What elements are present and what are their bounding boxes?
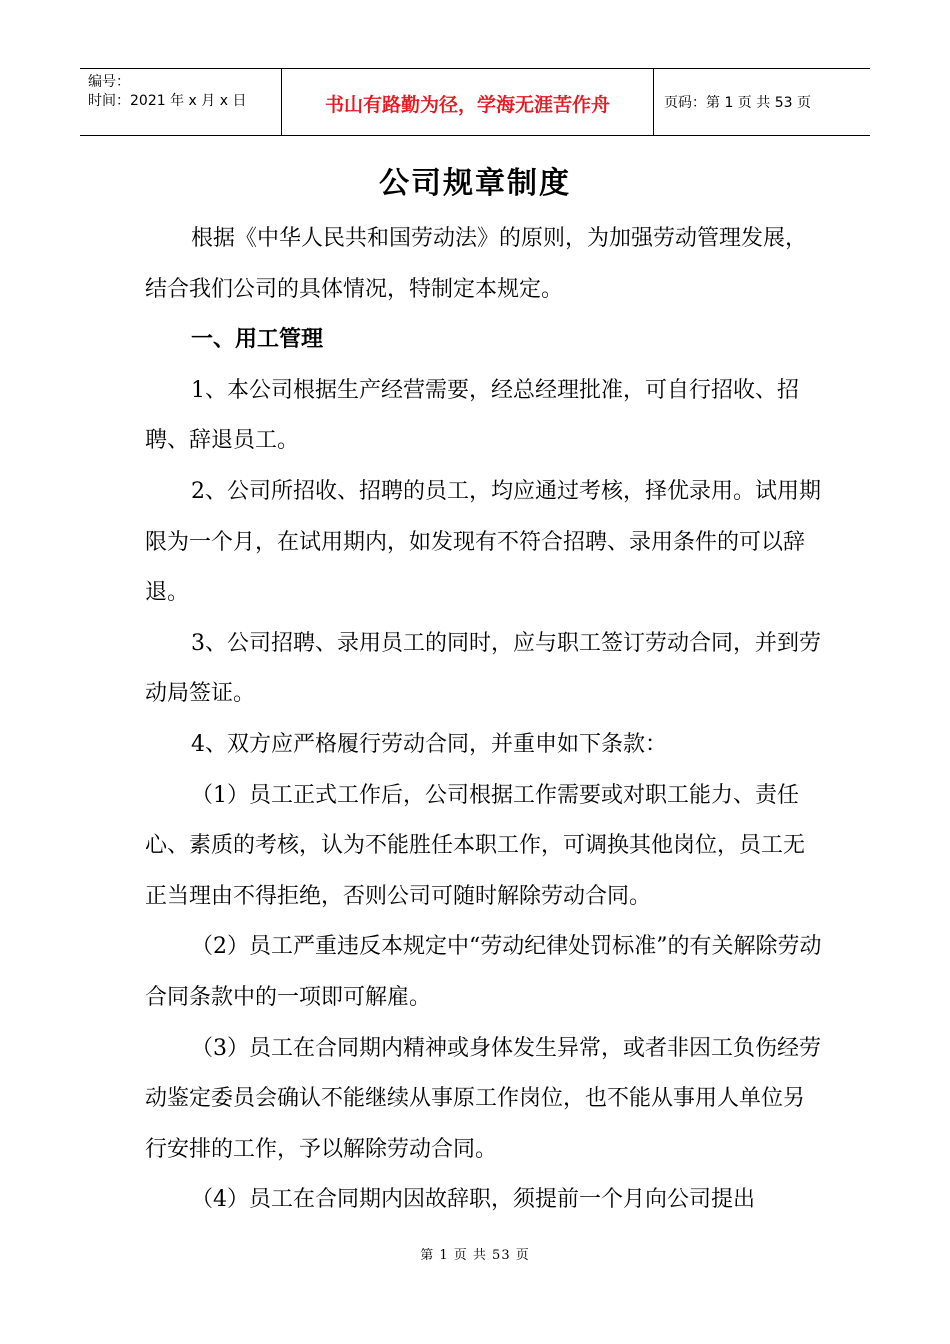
header-meta bbox=[80, 69, 282, 135]
time-label: 时间：2021 年 x 月 x 日 bbox=[88, 93, 247, 109]
section-heading: 一、用工管理 bbox=[191, 327, 324, 353]
header-page-info: 页码：第 1 页 共 53 页 bbox=[664, 95, 811, 111]
paragraph: （4）员工在合同期内因故辞职，须提前一个月向公司提出 bbox=[191, 1187, 755, 1213]
paragraph: （1）员工正式工作后，公司根据工作需要或对职工能力、责任心、素质的考核，认为不能胜任本职工作，可调换其他岗位，员工无正当理由不得拒绝，否则公司可随时解除劳动合同。 bbox=[145, 782, 806, 909]
document-title: 公司规章制度 bbox=[379, 166, 571, 201]
paragraph: （2）员工严重违反本规定中“劳动纪律处罚标准”的有关解除劳动合同条款中的一项即可解雇。 bbox=[145, 934, 822, 1010]
paragraph: 4、双方应严格履行劳动合同，并重申如下条款： bbox=[191, 731, 667, 757]
number-label: 编号： bbox=[88, 74, 130, 90]
paragraph: 3、公司招聘、录用员工的同时，应与职工签订劳动合同，并到劳动局签证。 bbox=[145, 630, 821, 707]
page-header bbox=[80, 68, 870, 136]
paragraph: 2、公司所招收、招聘的员工，均应通过考核，择优录用。试用期限为一个月，在试用期内，如发现有不符合招聘、录用条件的可以辞退。 bbox=[145, 478, 821, 606]
paragraph: 1、本公司根据生产经营需要，经总经理批准，可自行招收、招聘、辞退员工。 bbox=[145, 377, 799, 454]
page-footer: 第 1 页 共 53 页 bbox=[420, 1248, 530, 1263]
paragraph: （3）员工在合同期内精神或身体发生异常，或者非因工负伤经劳动鉴定委员会确认不能继续从事原工作岗位，也不能从事用人单位另行安排的工作，予以解除劳动合同。 bbox=[145, 1035, 821, 1162]
header-motto: 书山有路勤为径，学海无涯苦作舟 bbox=[282, 69, 654, 135]
intro-paragraph: 根据《中华人民共和国劳动法》的原则，为加强劳动管理发展，结合我们公司的具体情况，特制定本规定。 bbox=[145, 226, 808, 302]
document-body bbox=[145, 214, 825, 1226]
